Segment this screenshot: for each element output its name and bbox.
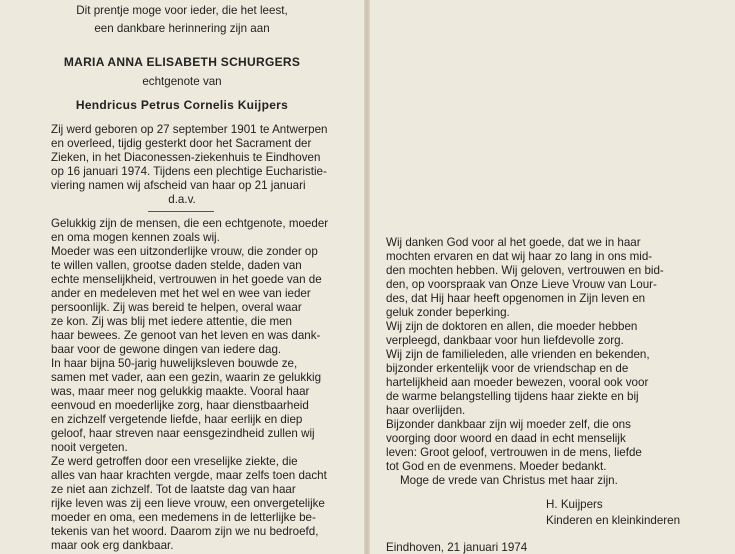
body-line: In haar bijna 50-jarig huwelijksleven bouwde ze, [51, 357, 298, 370]
body-line: Ze werd getroffen door een vreselijke ziekte, die [51, 455, 298, 468]
body-line: en zichzelf vergetende liefde, haar eerlijk en diep [51, 413, 303, 426]
signature-line: Kinderen en kleinkinderen [546, 514, 681, 527]
bio-end: d.a.v. [168, 193, 196, 206]
body-line: Bijzonder dankbaar zijn wij moeder zelf, die ons [386, 418, 631, 431]
spouse-intro: echtgenote van [142, 75, 222, 88]
body-line: Moge de vrede van Christus met haar zijn. [400, 474, 618, 487]
body-line: des, dat Hij haar heeft opgenomen in Zijn leven en [386, 292, 646, 305]
body-line: leven: Groot geloof, vertrouwen in de mens, liefde [386, 446, 642, 459]
body-line: den mochten hebben. Wij geloven, vertrouwen en bid- [386, 264, 664, 277]
intro-line: een dankbare herinnering zijn aan [94, 22, 270, 35]
body-line: eenvoud en moederlijke zorg, haar dienstbaarheid [51, 399, 309, 412]
body-line: nooit vergeten. [51, 441, 128, 454]
body-line: ze kon. Zij was blij met iedere attentie, die men [51, 315, 293, 328]
body-line: ander en medeleven met het wel en wee van ieder [51, 287, 311, 300]
signature-line: H. Kuijpers [546, 498, 603, 511]
spouse-name: Hendricus Petrus Cornelis Kuijpers [75, 98, 289, 112]
bio-line: Zieken, in het Diaconessen-ziekenhuis te Eindhoven [51, 151, 321, 164]
body-line: was, maar meer nog gelukkig maakte. Vooral haar [51, 385, 310, 398]
body-line: verpleegd, dankbaar voor hun liefdevolle zorg. [386, 334, 624, 347]
bio-line: viering namen wij afscheid van haar op 21 januari [51, 179, 306, 192]
body-line: rijke leven was zij een lieve vrouw, een onvergetelijke [51, 497, 325, 510]
body-line: Wij zijn de familieleden, alle vrienden en bekenden, [386, 348, 650, 361]
body-line: geluk zonder beperking. [386, 306, 510, 319]
bio-line: en overleed, tijdig gesterkt door het Sacrament der [51, 137, 312, 150]
body-line: samen met vader, aan een gezin, waarin ze gelukkig [51, 371, 322, 384]
left-panel [0, 0, 364, 554]
body-line: en oma mogen kennen zoals wij. [51, 231, 220, 244]
body-line: tot God en de evenmens. Moeder bedankt. [386, 460, 607, 473]
deceased-name: MARIA ANNA ELISABETH SCHURGERS [63, 55, 301, 69]
bio-line: Zij werd geboren op 27 september 1901 te Antwerpen [51, 123, 328, 136]
body-line: Moeder was een uitzonderlijke vrouw, die zonder op [51, 245, 318, 258]
body-line: tekenis van het woord. Daarom zijn we nu bedroefd, [51, 525, 319, 538]
body-line: persoonlijk. Zij was bereid te helpen, overal waar [51, 301, 302, 314]
body-line: alles van haar krachten vergde, maar zelfs toen dacht [51, 469, 327, 482]
body-line: haar overlijden. [386, 404, 466, 417]
body-line: moeder en oma, een medemens in de letterlijke be- [51, 511, 316, 524]
body-line: maar ook erg dankbaar. [51, 539, 174, 552]
divider [148, 211, 214, 212]
place-date: Eindhoven, 21 januari 1974 [386, 541, 528, 554]
intro-line: Dit prentje moge voor ieder, die het leest, [76, 4, 288, 17]
body-line: te willen vallen, grootse daden stelde, daden van [51, 259, 302, 272]
body-line: de warme belangstelling tijdens haar ziekte en bij [386, 390, 639, 403]
body-line: Wij danken God voor al het goede, dat we in haar [386, 236, 641, 249]
body-line: bijzonder erkentelijk voor de vriendschap en de [386, 362, 629, 375]
right-panel [370, 0, 735, 554]
body-line: Gelukkig zijn de mensen, die een echtgenote, moeder [51, 217, 329, 230]
body-line: ze niet aan zichzelf. Tot de laatste dag van haar [51, 483, 296, 496]
body-line: mochten ervaren en dat wij haar zo lang in ons mid- [386, 250, 653, 263]
body-line: geloof, haar streven naar eensgezindheid zullen wij [51, 427, 315, 440]
bio-line: op 16 januari 1974. Tijdens een plechtige Eucharistie- [51, 165, 327, 178]
body-line: baar voor de gewone dingen van iedere dag. [51, 343, 282, 356]
body-line: hartelijkheid aan moeder bewezen, vooral ook voor [386, 376, 649, 389]
body-line: echte menselijkheid, vertrouwen in het goede van de [51, 273, 322, 286]
body-line: Wij zijn de doktoren en allen, die moeder hebben [386, 320, 638, 333]
body-line: den, op voorspraak van Onze Lieve Vrouw van Lour- [386, 278, 657, 291]
body-line: haar bewees. Ze genoot van het leven en was dank- [51, 329, 321, 342]
body-line: voorging door woord en daad in echt menselijk [386, 432, 626, 445]
